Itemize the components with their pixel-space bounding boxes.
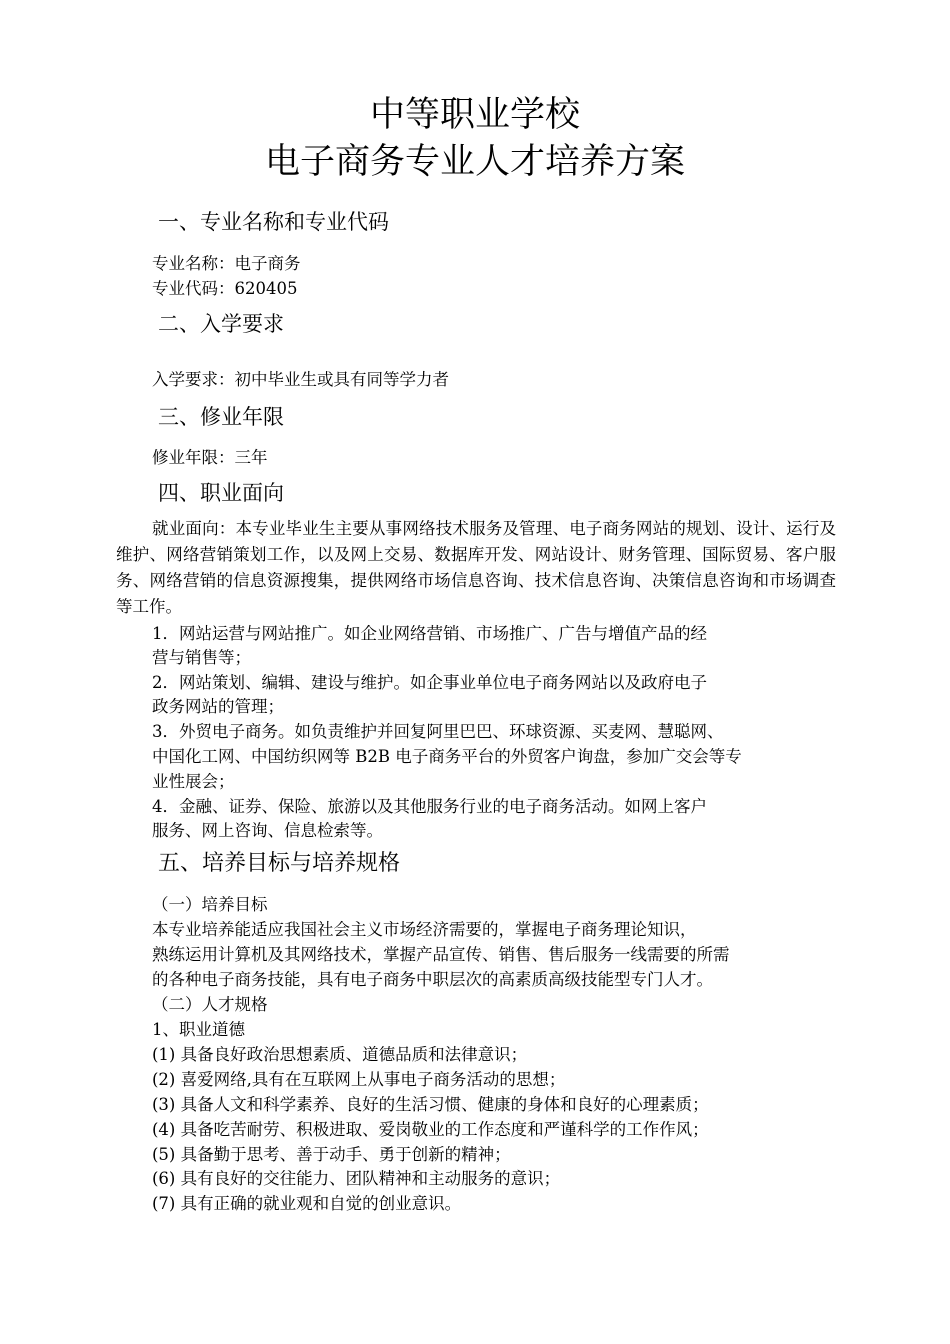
major-code: 专业代码：620405 [152,279,298,298]
employment-intro: 就业面向：本专业毕业生主要从事网络技术服务及管理、电子商务网站的规划、设计、运行及维护、网络营销策划工作，以及网上交易、数据库开发、网站设计、财务管理、国际贸易、客户服务、网络营销的信息资源搜集，提供网络市场信息咨询、技术信息咨询、决策信息咨询和市场调查等工作。 [116,519,836,616]
ethics-item-6: (6) 具有良好的交往能力、团队精神和主动服务的意识； [152,1169,561,1188]
study-duration: 修业年限：三年 [152,448,268,467]
spec-subheading: （二）人才规格 [152,995,268,1014]
goal-line-1: 本专业培养能适应我国社会主义市场经济需要的，掌握电子商务理论知识， [152,920,697,939]
goal-line-3: 的各种电子商务技能，具有电子商务中职层次的高素质高级技能型专门人才。 [152,970,713,989]
employment-item-1-line-1: 1．网站运营与网站推广。如企业网络营销、市场推广、广告与增值产品的经 [152,624,707,643]
section-4-heading: 四、职业面向 [158,481,284,505]
section-2-heading: 二、入学要求 [158,312,284,336]
section-5-heading: 五、培养目标与培养规格 [158,851,401,876]
goal-subheading: （一）培养目标 [152,895,268,914]
ethics-item-5: (5) 具备勤于思考、善于动手、勇于创新的精神； [152,1145,511,1164]
ethics-item-4: (4) 具备吃苦耐劳、积极进取、爱岗敬业的工作态度和严谨科学的工作作风； [152,1120,709,1139]
ethics-item-3: (3) 具备人文和科学素养、良好的生活习惯、健康的身体和良好的心理素质； [152,1095,709,1114]
employment-item-4-line-2: 服务、网上咨询、信息检索等。 [152,821,383,840]
ethics-item-2: (2) 喜爱网络,具有在互联网上从事电子商务活动的思想； [152,1070,566,1089]
title-line-2: 电子商务专业人才培养方案 [264,142,685,182]
section-1-heading: 一、专业名称和专业代码 [158,210,389,234]
employment-item-3-line-3: 业性展会； [152,772,235,791]
major-name: 专业名称：电子商务 [152,254,301,273]
goal-line-2: 熟练运用计算机及其网络技术，掌握产品宣传、销售、售后服务一线需要的所需 [152,945,730,964]
section-3-heading: 三、修业年限 [158,405,284,429]
ethics-item-7: (7) 具有正确的就业观和自觉的创业意识。 [152,1194,462,1213]
employment-item-2-line-1: 2．网站策划、编辑、建设与维护。如企事业单位电子商务网站以及政府电子 [152,673,707,692]
admission-requirement: 入学要求：初中毕业生或具有同等学力者 [152,370,449,389]
ethics-title: 1、职业道德 [152,1020,245,1039]
employment-item-2-line-2: 政务网站的管理； [152,697,284,716]
employment-item-1-line-2: 营与销售等； [152,648,251,667]
employment-item-4-line-1: 4．金融、证券、保险、旅游以及其他服务行业的电子商务活动。如网上客户 [152,797,707,816]
employment-item-3-line-1: 3．外贸电子商务。如负责维护并回复阿里巴巴、环球资源、买麦网、慧聪网、 [152,722,724,741]
ethics-item-1: (1) 具备良好政治思想素质、道德品质和法律意识； [152,1045,528,1064]
title-line-1: 中等职业学校 [369,95,580,135]
employment-item-3-line-2: 中国化工网、中国纺织网等 B2B 电子商务平台的外贸客户询盘，参加广交会等专 [152,747,742,766]
